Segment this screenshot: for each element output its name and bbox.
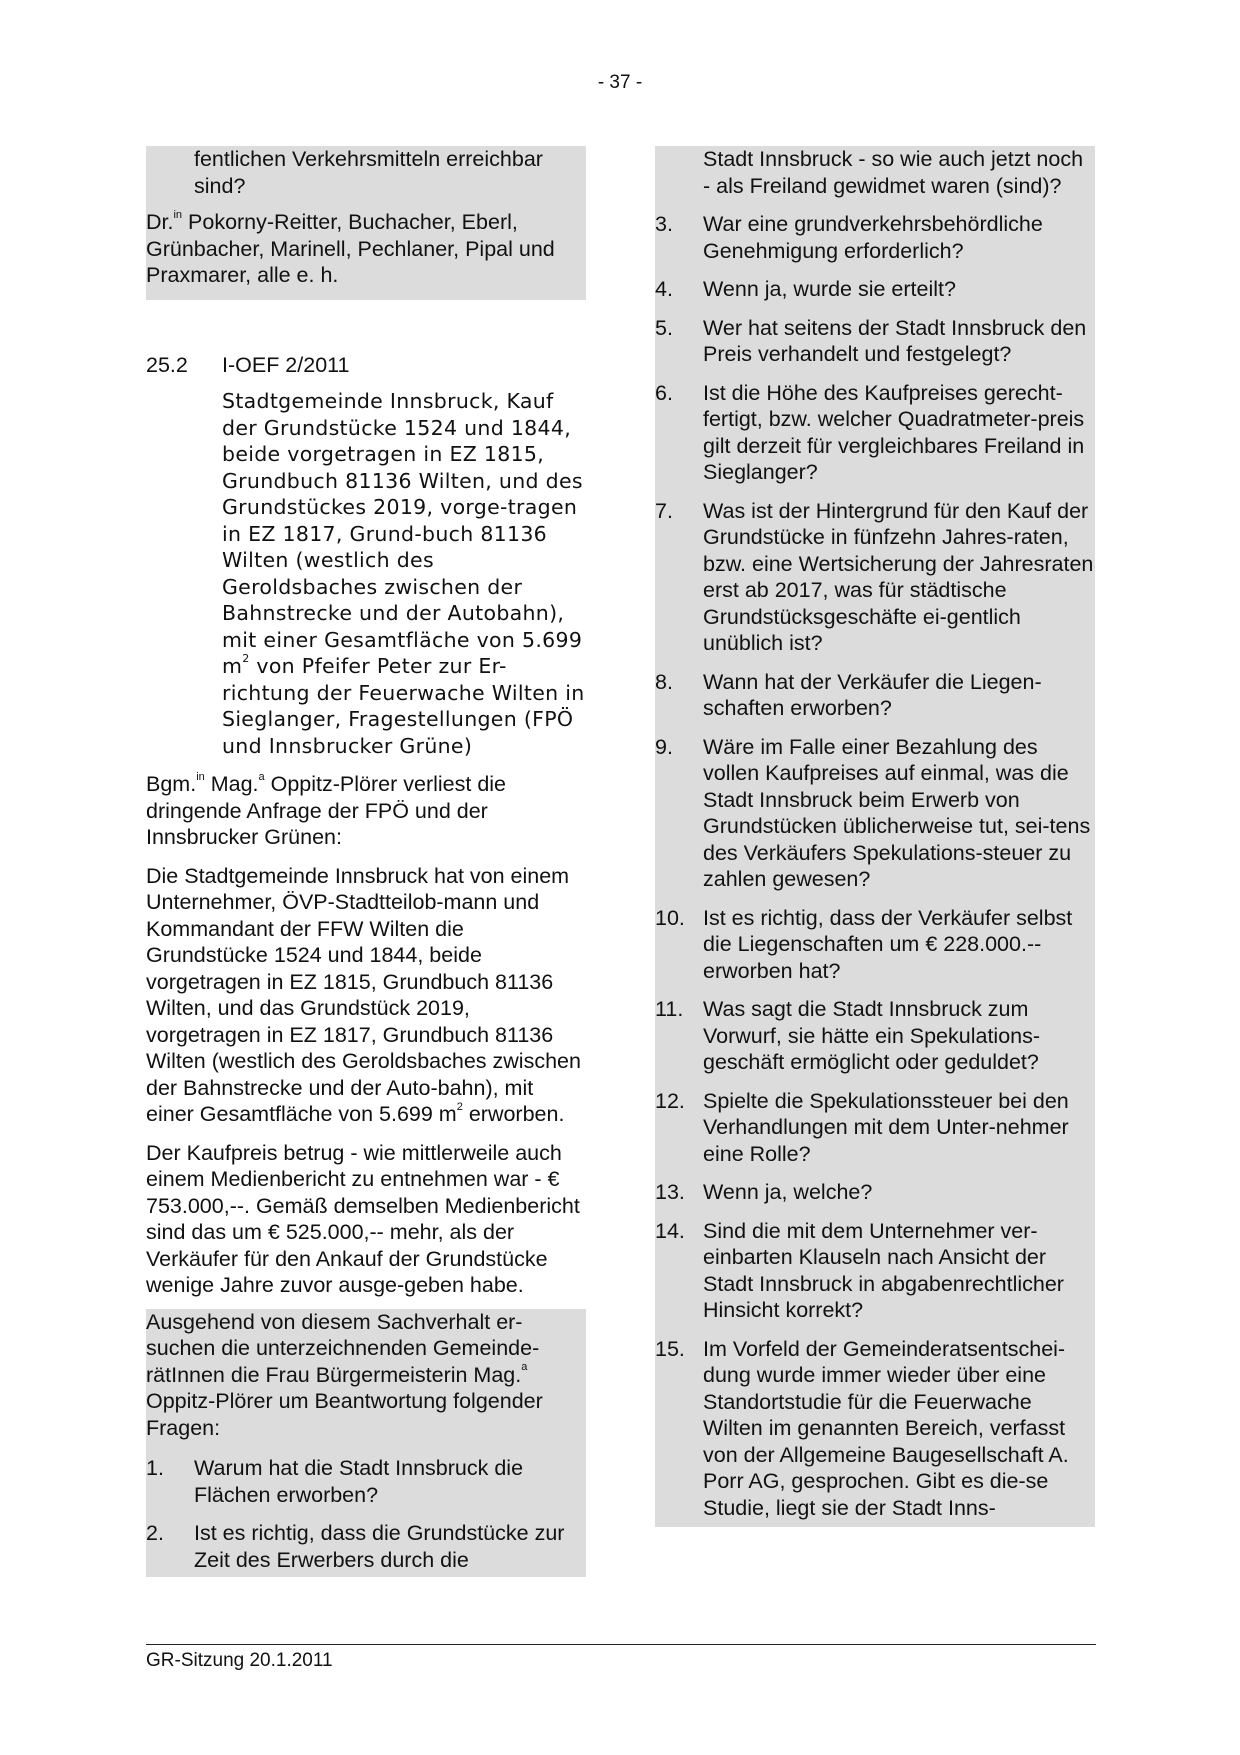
inquiry-questions-continued: [655, 146, 1095, 1527]
question-number: 2.: [146, 1521, 164, 1545]
question-text: Sind die mit dem Unternehmer ver-einbarten Klauseln nach Ansicht der Stadt Innsbruck in abgabenrechtlicher Hinsicht korrekt?: [703, 1218, 1064, 1322]
agenda-item-heading: [146, 352, 586, 379]
page-number: - 37 -: [597, 72, 643, 93]
inquiry-paragraph-1: Die Stadtgemeinde Innsbruck hat von einem Unternehmer, ÖVP-Stadtteilob-mann und Kommandant der FFW Wilten die Grundstücke 1524 und 1844, beide vorgetragen in EZ 1815, Grundbuch 81136 Wilten, und das Grundstück 2019, vorgetragen in EZ 1817, Grundbuch 81136 Wilten (westlich des Geroldsbaches zwischen der Bahnstrecke und der Auto-bahn), mit einer Gesamtfläche von 5.699 $m^2$ erworben.: [146, 863, 581, 1126]
agenda-item-code: I-OEF 2/2011: [222, 352, 350, 377]
question-item: [655, 996, 1095, 1076]
question-number: 3.: [655, 212, 673, 236]
question-text: Wenn ja, welche?: [703, 1180, 873, 1204]
inquiry-request: Ausgehend von diesem Sachverhalt er-suchen die unterzeichnenden Gemeinde-rätInnen die Frau Bürgermeisterin Mag.$^a$ Oppitz-Plörer um Beantwortung folgender Fragen:: [146, 1309, 543, 1440]
question-item: [655, 1336, 1095, 1522]
question-text: Im Vorfeld der Gemeinderatsentschei-dung wurde immer wieder über eine Standortstudie für die Feuerwache Wilten im genannten Bereich, verfasst von der Allgemeine Baugesellschaft A. Porr AG, gesprochen. Gibt es die-se Studie, liegt sie der Stadt Inns-: [703, 1336, 1069, 1520]
inquiry-paragraph-2: Der Kaufpreis betrug - wie mittlerweile auch einem Medienbericht zu entnehmen war - € 753.000,--. Gemäß demselben Medienbericht sind das um € 525.000,-- mehr, als der Verkäufer für den Ankauf der Grundstücke wenige Jahre zuvor ausge-geben habe.: [146, 1140, 580, 1297]
question-item: [655, 315, 1095, 368]
question-number: 15.: [655, 1336, 685, 1361]
question-text: Wäre im Falle einer Bezahlung des vollen Kaufpreises auf einmal, was die Stadt Innsbruck beim Erwerb von Grundstücken üblicherweise tut, sei-tens des Verkäufers Spekulations-steuer zu zahlen gewesen?: [703, 734, 1091, 891]
question-text: Ist die Höhe des Kaufpreises gerecht-fertigt, bzw. welcher Quadratmeter-preis gilt derzeit für vergleichbares Freiland in Sieglanger?: [703, 380, 1085, 484]
question-text: Warum hat die Stadt Innsbruck die Flächen erworben?: [194, 1456, 524, 1507]
question-item: [146, 1520, 586, 1573]
question-number: 6.: [655, 380, 673, 405]
question-number: 10.: [655, 905, 685, 930]
question-number: 9.: [655, 734, 673, 759]
question-list-right: [655, 211, 1095, 1521]
right-column: [655, 146, 1095, 1527]
question-item: [655, 211, 1095, 264]
question-text: Ist es richtig, dass die Grundstücke zur Zeit des Erwerbers durch die: [194, 1521, 565, 1572]
signatories: Dr.$^{in}$ Pokorny-Reitter, Buchacher, Eberl, Grünbacher, Marinell, Pechlaner, Pipal und Praxmarer, alle e. h.: [146, 208, 555, 287]
continued-question-text: fentlichen Verkehrsmitteln erreichbar sind?: [194, 147, 543, 198]
question-number: 7.: [655, 498, 673, 523]
question-text: Was sagt die Stadt Innsbruck zum Vorwurf, sie hätte ein Spekulations-geschäft ermöglicht oder geduldet?: [703, 997, 1041, 1074]
agenda-item-description: Stadtgemeinde Innsbruck, Kauf der Grundstücke 1524 und 1844, beide vorgetragen in EZ 1815, Grundbuch 81136 Wilten, und des Grundstückes 2019, vorge-tragen in EZ 1817, Grund-buch 81136 Wilten (westlich des Geroldsbaches zwischen der Bahnstrecke und der Autobahn), mit einer Gesamtfläche von 5.699 $m^2$ von Pfeifer Peter zur Er-richtung der Feuerwache Wilten in Sieglanger, Fragestellungen (FPÖ und Innsbrucker Grüne): [222, 389, 585, 758]
left-column: [146, 146, 586, 1577]
question-number: 5.: [655, 315, 673, 340]
question-text: War eine grundverkehrsbehördliche Genehmigung erforderlich?: [703, 212, 1043, 263]
question-item: [655, 380, 1095, 486]
footer-text: GR-Sitzung 20.1.2011: [146, 1650, 333, 1671]
question-item: [146, 1455, 586, 1508]
question-item: [655, 1218, 1095, 1324]
question-text: Was ist der Hintergrund für den Kauf der Grundstücke in fünfzehn Jahres-raten, bzw. eine Wertsicherung der Jahresraten erst ab 2017, was für städtische Grundstücksgeschäfte ei-gentlich unüblich ist?: [703, 498, 1094, 655]
agenda-item-number: 25.2: [146, 352, 188, 377]
inquiry-request-block: [146, 1309, 586, 1578]
question-number: 13.: [655, 1180, 685, 1204]
question-number: 8.: [655, 669, 673, 694]
question-text: Wer hat seitens der Stadt Innsbruck den Preis verhandelt und festgelegt?: [703, 315, 1087, 366]
question-number: 4.: [655, 277, 673, 301]
question-item: [655, 1088, 1095, 1168]
question-number: 12.: [655, 1088, 685, 1113]
question-item: [655, 669, 1095, 722]
footer-divider: [146, 1644, 1096, 1645]
question-number: 1.: [146, 1456, 164, 1480]
question-list-left: [146, 1455, 586, 1573]
question-item: [655, 1179, 1095, 1206]
reading-statement: Bgm.$^{in}$ Mag.$^a$ Oppitz-Plörer verliest die dringende Anfrage der FPÖ und der Innsbrucker Grünen:: [146, 770, 507, 849]
question-text: Ist es richtig, dass der Verkäufer selbst die Liegenschaften um € 228.000.-- erworben hat?: [703, 905, 1073, 983]
question-text: Wenn ja, wurde sie erteilt?: [703, 277, 956, 301]
question-text: Spielte die Spekulationssteuer bei den Verhandlungen mit dem Unter-nehmer eine Rolle?: [703, 1088, 1069, 1166]
question-item: [655, 498, 1095, 657]
question-number: 14.: [655, 1218, 685, 1243]
question-item: [655, 734, 1095, 893]
previous-inquiry-end: [146, 146, 586, 300]
question-number: 11.: [655, 997, 684, 1021]
question-item: [655, 276, 1095, 303]
question-item: [655, 905, 1095, 985]
continued-question-text: Stadt Innsbruck - so wie auch jetzt noch - als Freiland gewidmet waren (sind)?: [703, 147, 1084, 198]
question-text: Wann hat der Verkäufer die Liegen-schaften erworben?: [703, 669, 1042, 720]
